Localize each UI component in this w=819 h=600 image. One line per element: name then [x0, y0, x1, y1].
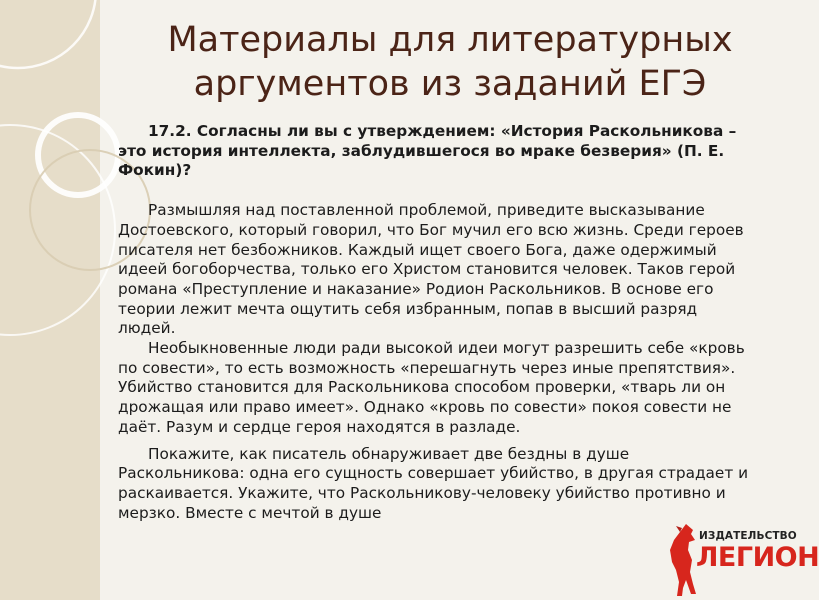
decorative-circles	[0, 0, 110, 600]
title-line-1: Материалы для литературных	[167, 20, 733, 60]
publisher-label: ИЗДАТЕЛЬСТВО	[699, 530, 797, 542]
publisher-logo	[664, 518, 819, 600]
paragraph-1-text: Размышляя над поставленной проблемой, приведите высказывание Достоевского, который говорил, что Бог мучил его всю жизнь. Среди героев писателя нет безбожников. Каждый ищет своего Бога, даже одержимый идеей богоборчества, только его Христом становится человек. Таков герой романа «Преступление и наказание» Родион Раскольников. В основе его теории лежит мечта ощутить себя избранным, попав в высший разряд людей.	[118, 201, 744, 338]
paragraph-1	[118, 201, 758, 339]
paragraph-3-text: Покажите, как писатель обнаруживает две бездны в душе Раскольникова: одна его сущность совершает убийство, в другая страдает и раскаивается. Укажите, что Раскольникову-человеку убийство противно и мерзко. Вместе с мечтой в душе	[118, 444, 749, 522]
question-paragraph	[118, 122, 758, 181]
title-line-2: аргументов из заданий ЕГЭ	[193, 64, 707, 104]
paragraph-2	[118, 339, 758, 438]
paragraph-3	[118, 445, 758, 524]
horse-icon	[666, 520, 700, 598]
slide-body	[118, 122, 758, 523]
question-text: Согласны ли вы с утверждением: «История Раскольникова – это история интеллекта, заблудившегося во мраке безверия» (П. Е. Фокин)?	[118, 122, 737, 180]
slide-title	[110, 18, 790, 106]
question-number: 17.2.	[148, 122, 192, 140]
publisher-name: ЛЕГИОН	[696, 542, 819, 573]
paragraph-2-text: Необыкновенные люди ради высокой идеи могут разрешить себе «кровь по совести», то есть возможность «перешагнуть через иные препятствия». Убийство становится для Раскольникова способом проверки, «тварь ли он дрожащая или право имеет». Однако «кровь по совести» покоя совести не даёт. Разум и сердце героя находятся в разладе.	[118, 339, 745, 436]
